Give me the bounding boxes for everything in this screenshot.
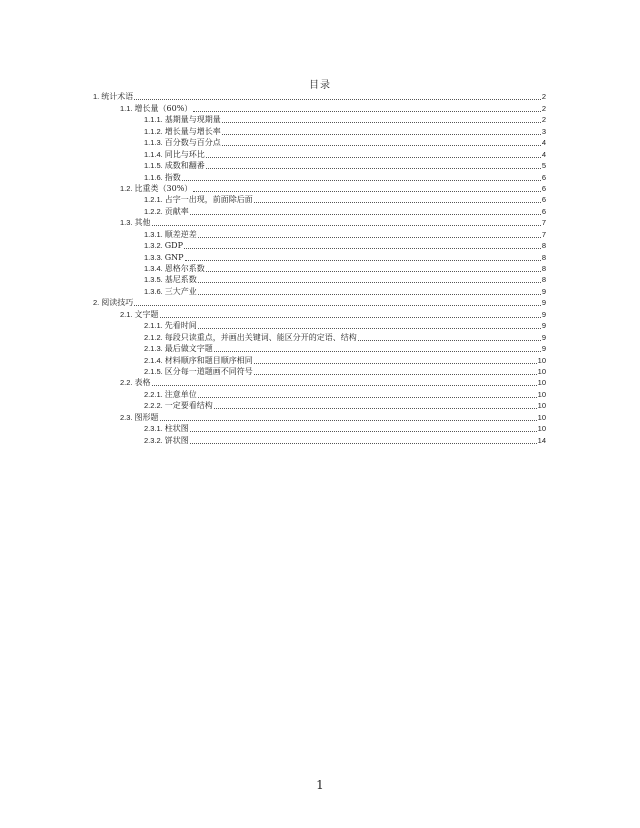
toc-entry-number: 1.2.2. <box>144 206 163 216</box>
toc-entry-label: 比重类（30%） <box>134 183 193 193</box>
toc-entry[interactable] <box>93 114 546 125</box>
toc-entry[interactable] <box>93 388 546 399</box>
dot-leader <box>152 385 537 386</box>
toc-entry-label: 恩格尔系数 <box>164 264 205 273</box>
toc-entry-page: 10 <box>537 355 546 365</box>
toc-entry-label: 增长量（60%） <box>134 103 193 113</box>
dot-leader <box>182 180 541 181</box>
toc-entry-label: 一定要看结构 <box>164 401 213 411</box>
toc-entry-page: 9 <box>541 286 546 296</box>
toc-entry-label: 增长量与增长率 <box>164 126 221 136</box>
toc-entry-label: GNP <box>164 252 184 262</box>
toc-entry-number: 2.2.2. <box>144 401 163 411</box>
toc-entry-label: 统计术语 <box>101 92 134 102</box>
toc-entry-page: 2 <box>541 115 546 125</box>
dot-leader <box>198 397 537 398</box>
toc-entry-page: 14 <box>537 435 546 445</box>
toc-entry-page: 8 <box>541 241 546 251</box>
page-number: 1 <box>316 778 324 792</box>
dot-leader <box>222 134 541 135</box>
dot-leader <box>198 328 541 329</box>
toc-entry-page: 9 <box>541 321 546 331</box>
toc-entry-number: 1.3. <box>120 218 133 228</box>
toc-entry-number: 2.1.1. <box>144 321 163 331</box>
dot-leader <box>193 111 541 112</box>
toc-entry-label: 最后做文字题 <box>164 344 213 354</box>
dot-leader <box>198 294 541 295</box>
toc-entry-label: 三大产业 <box>164 286 197 296</box>
toc-entry-label: 顺差逆差 <box>164 229 197 239</box>
toc-entry-label: 区分每一道题画不同符号 <box>164 366 253 376</box>
toc-entry[interactable] <box>93 308 546 319</box>
dot-leader <box>190 443 537 444</box>
toc-entry-number: 2.2.1. <box>144 389 163 399</box>
toc-entry-page: 2 <box>541 103 546 113</box>
toc-entry-label: 百分数与百分点 <box>164 138 221 148</box>
toc-entry[interactable] <box>93 343 546 354</box>
toc-entry-number: 1.1.5. <box>144 161 163 171</box>
toc-entry[interactable] <box>93 217 546 228</box>
toc-entry[interactable] <box>93 285 546 296</box>
toc-entry-page: 10 <box>537 401 546 411</box>
page-title: 目录 <box>309 80 331 91</box>
toc-entry-label: 注意单位 <box>164 389 197 399</box>
dot-leader <box>134 99 541 100</box>
toc-entry[interactable] <box>93 274 546 285</box>
toc-entry-page: 8 <box>541 264 546 273</box>
toc-entry-number: 2.1.3. <box>144 344 163 354</box>
toc-entry[interactable] <box>93 331 546 342</box>
toc-entry-number: 1.1. <box>120 103 133 113</box>
toc-entry[interactable] <box>93 228 546 239</box>
toc-entry-page: 10 <box>537 424 546 434</box>
toc-entry-page: 8 <box>541 252 546 262</box>
dot-leader <box>222 145 541 146</box>
toc-entry-label: 基尼系数 <box>164 275 197 285</box>
toc-entry-label: 图形题 <box>134 412 159 422</box>
toc-entry[interactable] <box>93 171 546 182</box>
toc-entry-number: 1.1.4. <box>144 149 163 159</box>
dot-leader <box>160 317 541 318</box>
toc-entry-number: 2.1.2. <box>144 332 163 342</box>
toc-entry[interactable] <box>93 240 546 251</box>
toc-entry-label: 先看时间 <box>164 321 197 331</box>
toc-entry-number: 1.1.1. <box>144 115 163 125</box>
dot-leader <box>160 420 537 421</box>
toc-entry-page: 6 <box>541 206 546 216</box>
dot-leader <box>222 122 541 123</box>
toc-entry[interactable] <box>93 125 546 136</box>
toc-entry[interactable] <box>93 400 546 411</box>
dot-leader <box>254 363 537 364</box>
toc-entry-label: 指数 <box>164 172 181 182</box>
toc-entry[interactable] <box>93 354 546 365</box>
toc-entry-number: 2.3.1. <box>144 424 163 434</box>
dot-leader <box>214 351 541 352</box>
dot-leader <box>184 248 541 249</box>
toc-entry-label: 占字一出现，前面除后面 <box>164 195 253 205</box>
toc-entry-number: 1.1.2. <box>144 126 163 136</box>
toc-entry-number: 1.2. <box>120 183 133 193</box>
toc-entry-page: 6 <box>541 172 546 182</box>
toc-entry-label: 表格 <box>134 378 151 388</box>
toc-entry-number: 2.1.4. <box>144 355 163 365</box>
toc-entry[interactable] <box>93 102 546 113</box>
toc-entry-label: 同比与环比 <box>164 149 205 159</box>
toc-entry-page: 8 <box>541 275 546 285</box>
dot-leader <box>206 168 541 169</box>
table-of-contents <box>93 91 546 446</box>
dot-leader <box>193 191 541 192</box>
toc-entry-number: 1.3.3. <box>144 252 163 262</box>
toc-entry-number: 2.1. <box>120 309 133 319</box>
toc-entry-number: 2.2. <box>120 378 133 388</box>
dot-leader <box>198 237 541 238</box>
toc-entry[interactable] <box>93 366 546 377</box>
dot-leader <box>206 157 541 158</box>
toc-entry-number: 1.3.2. <box>144 241 163 251</box>
toc-entry-page: 4 <box>541 149 546 159</box>
toc-entry-label: 成数和翻番 <box>164 161 205 171</box>
toc-entry-number: 2. <box>93 298 100 308</box>
toc-entry[interactable] <box>93 411 546 422</box>
toc-entry-page: 7 <box>541 229 546 239</box>
toc-entry[interactable] <box>93 263 546 274</box>
toc-entry-page: 10 <box>537 366 546 376</box>
toc-entry-page: 10 <box>537 389 546 399</box>
toc-entry-label: 每段只读重点，并画出关键词、能区分开的定语、结构 <box>164 332 357 342</box>
toc-entry[interactable] <box>93 251 546 262</box>
toc-entry[interactable] <box>93 194 546 205</box>
toc-entry-number: 2.1.5. <box>144 366 163 376</box>
toc-entry-number: 1. <box>93 92 100 102</box>
dot-leader <box>185 260 541 261</box>
toc-entry[interactable] <box>93 160 546 171</box>
toc-entry-page: 10 <box>537 378 546 388</box>
dot-leader <box>190 214 541 215</box>
toc-entry-page: 5 <box>541 161 546 171</box>
toc-entry-label: 文字题 <box>134 309 159 319</box>
toc-entry[interactable] <box>93 423 546 434</box>
toc-entry-page: 9 <box>541 309 546 319</box>
toc-entry-page: 9 <box>541 344 546 354</box>
toc-entry-number: 1.3.6. <box>144 286 163 296</box>
dot-leader <box>198 282 541 283</box>
toc-entry-page: 9 <box>541 298 546 308</box>
toc-entry-label: 材料顺序和题目顺序相同 <box>164 355 253 365</box>
toc-entry[interactable] <box>93 205 546 216</box>
toc-entry[interactable] <box>93 434 546 445</box>
dot-leader <box>254 202 541 203</box>
toc-entry-number: 1.1.3. <box>144 138 163 148</box>
toc-entry-label: 其他 <box>134 218 151 228</box>
toc-entry-page: 6 <box>541 195 546 205</box>
toc-entry[interactable] <box>93 297 546 308</box>
toc-entry-page: 6 <box>541 183 546 193</box>
toc-entry-label: GDP <box>164 241 183 251</box>
toc-entry-page: 9 <box>541 332 546 342</box>
toc-entry-page: 3 <box>541 126 546 136</box>
dot-leader <box>214 408 537 409</box>
toc-entry[interactable] <box>93 137 546 148</box>
toc-entry-label: 贡献率 <box>164 206 189 216</box>
dot-leader <box>134 305 541 306</box>
toc-entry[interactable] <box>93 91 546 102</box>
toc-entry-page: 10 <box>537 412 546 422</box>
toc-entry-number: 1.3.4. <box>144 264 163 273</box>
toc-entry[interactable] <box>93 148 546 159</box>
toc-entry-label: 阅读技巧 <box>101 298 134 308</box>
toc-entry-number: 1.2.1. <box>144 195 163 205</box>
dot-leader <box>206 271 541 272</box>
toc-entry-number: 2.3. <box>120 412 133 422</box>
dot-leader <box>254 374 537 375</box>
toc-entry-number: 1.1.6. <box>144 172 163 182</box>
toc-entry-page: 4 <box>541 138 546 148</box>
toc-entry[interactable] <box>93 320 546 331</box>
toc-entry[interactable] <box>93 183 546 194</box>
toc-entry-page: 7 <box>541 218 546 228</box>
dot-leader <box>152 225 541 226</box>
toc-entry[interactable] <box>93 377 546 388</box>
toc-entry-number: 2.3.2. <box>144 435 163 445</box>
toc-entry-number: 1.3.5. <box>144 275 163 285</box>
toc-entry-label: 饼状图 <box>164 435 189 445</box>
toc-entry-number: 1.3.1. <box>144 229 163 239</box>
toc-entry-label: 基期量与现期量 <box>164 115 221 125</box>
dot-leader <box>190 431 537 432</box>
dot-leader <box>358 340 541 341</box>
toc-entry-page: 2 <box>541 92 546 102</box>
toc-entry-label: 柱状图 <box>164 424 189 434</box>
